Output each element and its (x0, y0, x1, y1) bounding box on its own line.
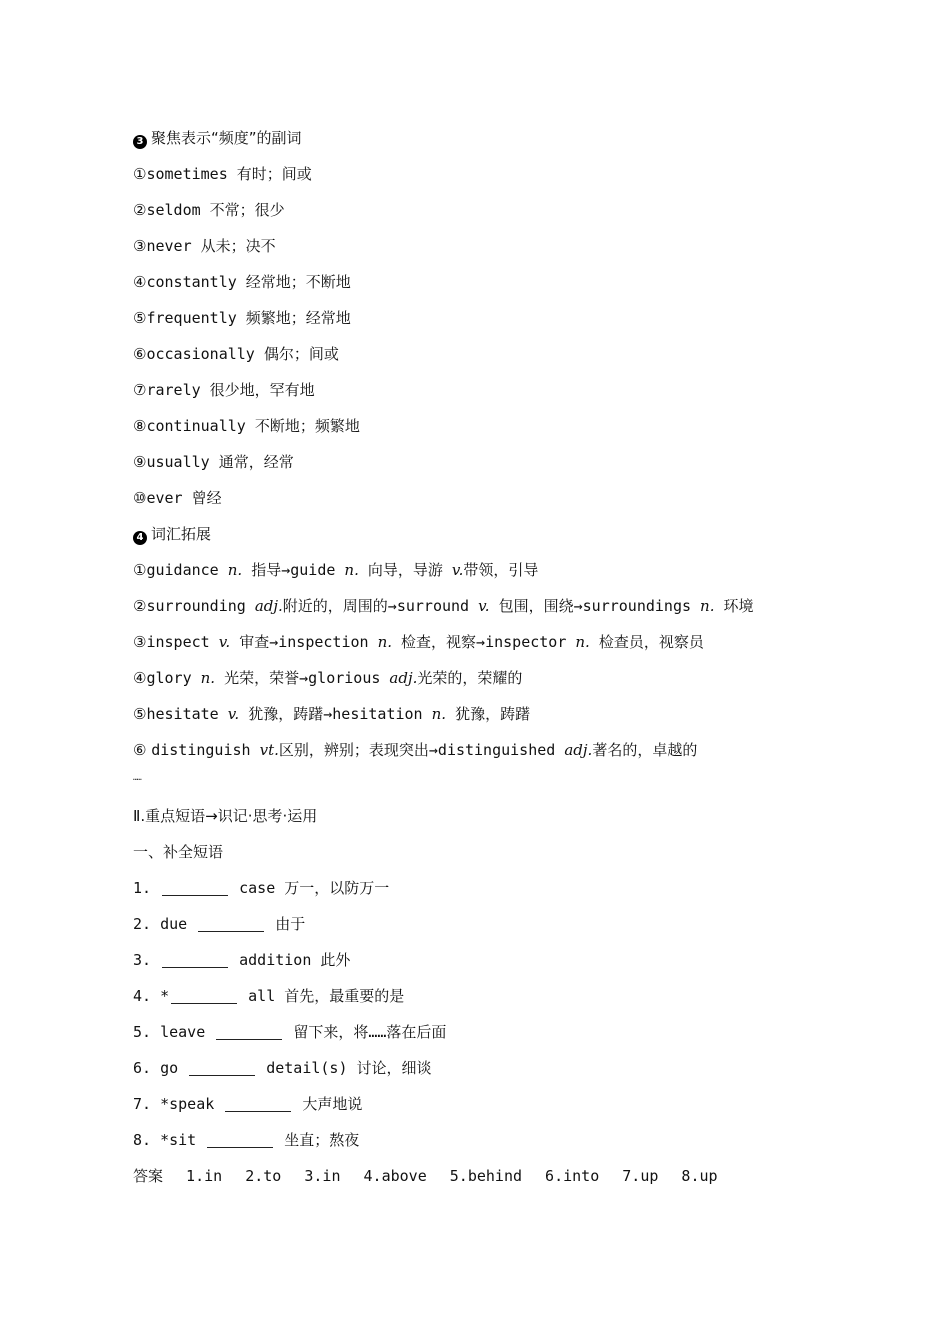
list-item (133, 228, 853, 264)
fill-blank (189, 1061, 255, 1076)
list-item (133, 552, 853, 588)
part-of-speech: adj. (254, 597, 283, 615)
item-word: frequently (146, 309, 237, 327)
list-item (133, 444, 853, 480)
separator-dots: …… (133, 773, 141, 782)
item-text: 向导，导游 (358, 561, 452, 579)
item-text: 包围，围绕→surroundings (489, 597, 701, 615)
answer-line (133, 1158, 853, 1194)
list-item (133, 408, 853, 444)
item-text: 审查→inspection (230, 633, 378, 651)
item-number: ⑧ (133, 417, 147, 435)
part-of-speech: n. (575, 633, 590, 651)
list-item (133, 624, 853, 660)
exercise-item (133, 1050, 853, 1086)
answer-value: 6.into (545, 1167, 600, 1185)
fill-blank (225, 1097, 291, 1112)
item-word: usually (146, 453, 210, 471)
list-item (133, 264, 853, 300)
item-number: ⑤ (133, 705, 147, 723)
item-number: 1. (133, 879, 152, 897)
item-word: ever (146, 489, 183, 507)
item-text: 犹豫，踌躇 (446, 705, 531, 723)
exercise-item (133, 1014, 853, 1050)
list-item (133, 660, 853, 696)
list-item (133, 372, 853, 408)
item-number: 7. (133, 1095, 152, 1113)
item-text: surrounding (146, 597, 255, 615)
part-of-speech: n. (431, 705, 447, 723)
item-number: ⑥ (133, 741, 152, 759)
part-of-speech: v. (227, 705, 240, 723)
item-meaning: 经常地；不断地 (245, 273, 351, 291)
part-of-speech: n. (377, 633, 393, 651)
item-number: ⑤ (133, 309, 147, 327)
item-number: ⑥ (133, 345, 147, 363)
item-word: never (146, 237, 192, 255)
exercise-item (133, 1086, 853, 1122)
item-text: inspect (146, 633, 219, 651)
answer-value: 3.in (304, 1167, 341, 1185)
item-text: 区别，辨别；表现突出→distinguished (278, 741, 565, 759)
fill-blank (162, 881, 228, 896)
section-4-title: 词汇拓展 (151, 525, 212, 543)
answer-value: 1.in (186, 1167, 223, 1185)
item-number: ⑩ (133, 489, 147, 507)
item-text: 指导→guide (242, 561, 345, 579)
fill-blank (207, 1133, 273, 1148)
phrase-suffix: 留下来，将……落在后面 (293, 1023, 447, 1041)
item-number: ④ (133, 273, 147, 291)
phrase-exercise-list (133, 870, 853, 1158)
item-meaning: 曾经 (191, 489, 222, 507)
phrase-prefix: * (160, 987, 170, 1005)
phrase-prefix: leave (160, 1023, 206, 1041)
item-meaning: 有时；间或 (236, 165, 312, 183)
phrase-suffix: addition 此外 (239, 951, 351, 969)
item-word: rarely (146, 381, 201, 399)
item-word: continually (146, 417, 246, 435)
item-text: 光荣，荣誉→glorious (215, 669, 390, 687)
item-text: 附近的，周围的→surround (282, 597, 479, 615)
part-of-speech: n. (200, 669, 216, 687)
phrase-prefix: *speak (160, 1095, 215, 1113)
part-of-speech: v. (478, 597, 490, 615)
item-number: ① (133, 561, 147, 579)
part-of-speech: v. (218, 633, 231, 651)
part-of-speech: adj. (389, 669, 418, 687)
exercise-item (133, 906, 853, 942)
item-text: 犹豫，踌躇→hesitation (239, 705, 432, 723)
exercise-item (133, 978, 853, 1014)
item-number: ③ (133, 237, 147, 255)
item-meaning: 很少地，罕有地 (209, 381, 315, 399)
item-meaning: 不常；很少 (209, 201, 285, 219)
item-text: hesitate (146, 705, 228, 723)
item-word: occasionally (146, 345, 255, 363)
phrase-prefix: go (160, 1059, 179, 1077)
item-number: ① (133, 165, 147, 183)
item-word: constantly (146, 273, 237, 291)
list-item (133, 696, 853, 732)
section-4-heading (133, 516, 853, 552)
item-number: ② (133, 597, 147, 615)
item-text: 光荣的，荣耀的 (417, 669, 523, 687)
phrase-suffix: 由于 (275, 915, 306, 933)
fill-blank (216, 1025, 282, 1040)
item-text: 检查员，视察员 (589, 633, 704, 651)
item-number: ④ (133, 669, 147, 687)
answer-label: 答案 (133, 1167, 164, 1185)
list-item (133, 732, 853, 768)
item-number: ③ (133, 633, 147, 651)
item-text: distinguish (151, 741, 260, 759)
answer-value: 4.above (363, 1167, 427, 1185)
item-meaning: 频繁地；经常地 (245, 309, 351, 327)
item-text: 带领，引导 (463, 561, 539, 579)
answer-value: 8.up (681, 1167, 718, 1185)
phrase-suffix: detail(s) 讨论，细谈 (266, 1059, 432, 1077)
fill-blank (198, 917, 264, 932)
item-text: guidance (146, 561, 228, 579)
item-number: 8. (133, 1131, 152, 1149)
item-word: seldom (146, 201, 201, 219)
item-meaning: 不断地；频繁地 (254, 417, 360, 435)
item-number: 5. (133, 1023, 152, 1041)
fill-blank (162, 953, 228, 968)
part-of-speech: n. (344, 561, 359, 579)
answer-value: 7.up (622, 1167, 659, 1185)
item-meaning: 偶尔；间或 (263, 345, 339, 363)
item-word: sometimes (146, 165, 228, 183)
phrase-suffix: case 万一，以防万一 (239, 879, 390, 897)
item-meaning: 从未；决不 (200, 237, 276, 255)
item-number: 6. (133, 1059, 152, 1077)
frequency-adverb-list (133, 156, 853, 516)
section-3-title: 聚焦表示“频度”的副词 (151, 129, 302, 147)
part-of-speech: adj. (564, 741, 593, 759)
answer-value: 2.to (245, 1167, 282, 1185)
phrase-suffix: 坐直；熬夜 (284, 1131, 360, 1149)
phrase-prefix: due (160, 915, 188, 933)
exercise-item (133, 942, 853, 978)
item-text: 著名的，卓越的 (592, 741, 698, 759)
item-meaning: 通常，经常 (218, 453, 294, 471)
list-item (133, 156, 853, 192)
item-text: 环境 (714, 597, 754, 615)
part-of-speech: vt. (259, 741, 279, 759)
item-number: 4. (133, 987, 152, 1005)
part-2-subtitle: 一、补全短语 (133, 843, 224, 861)
item-text: glory (146, 669, 201, 687)
phrase-suffix: 大声地说 (302, 1095, 363, 1113)
bullet-number-icon: 3 (133, 135, 147, 149)
item-number: 3. (133, 951, 152, 969)
list-item (133, 336, 853, 372)
list-item (133, 480, 853, 516)
part-2-title: Ⅱ.重点短语→识记·思考·运用 (133, 807, 318, 825)
bullet-number-icon: 4 (133, 531, 147, 545)
item-number: ⑨ (133, 453, 147, 471)
list-item (133, 588, 853, 624)
part-of-speech: v. (451, 561, 464, 579)
answer-value: 5.behind (449, 1167, 523, 1185)
item-number: 2. (133, 915, 152, 933)
part-of-speech: n. (227, 561, 243, 579)
list-item (133, 300, 853, 336)
part-of-speech: n. (700, 597, 715, 615)
exercise-item (133, 870, 853, 906)
item-number: ⑦ (133, 381, 147, 399)
document-content (133, 120, 853, 1194)
item-number: ② (133, 201, 147, 219)
section-3-heading (133, 120, 853, 156)
list-item (133, 192, 853, 228)
phrase-prefix: *sit (160, 1131, 197, 1149)
exercise-item (133, 1122, 853, 1158)
vocabulary-expansion-list (133, 552, 853, 768)
phrase-suffix: all 首先，最重要的是 (248, 987, 405, 1005)
fill-blank (171, 989, 237, 1004)
item-text: 检查，视察→inspector (392, 633, 576, 651)
